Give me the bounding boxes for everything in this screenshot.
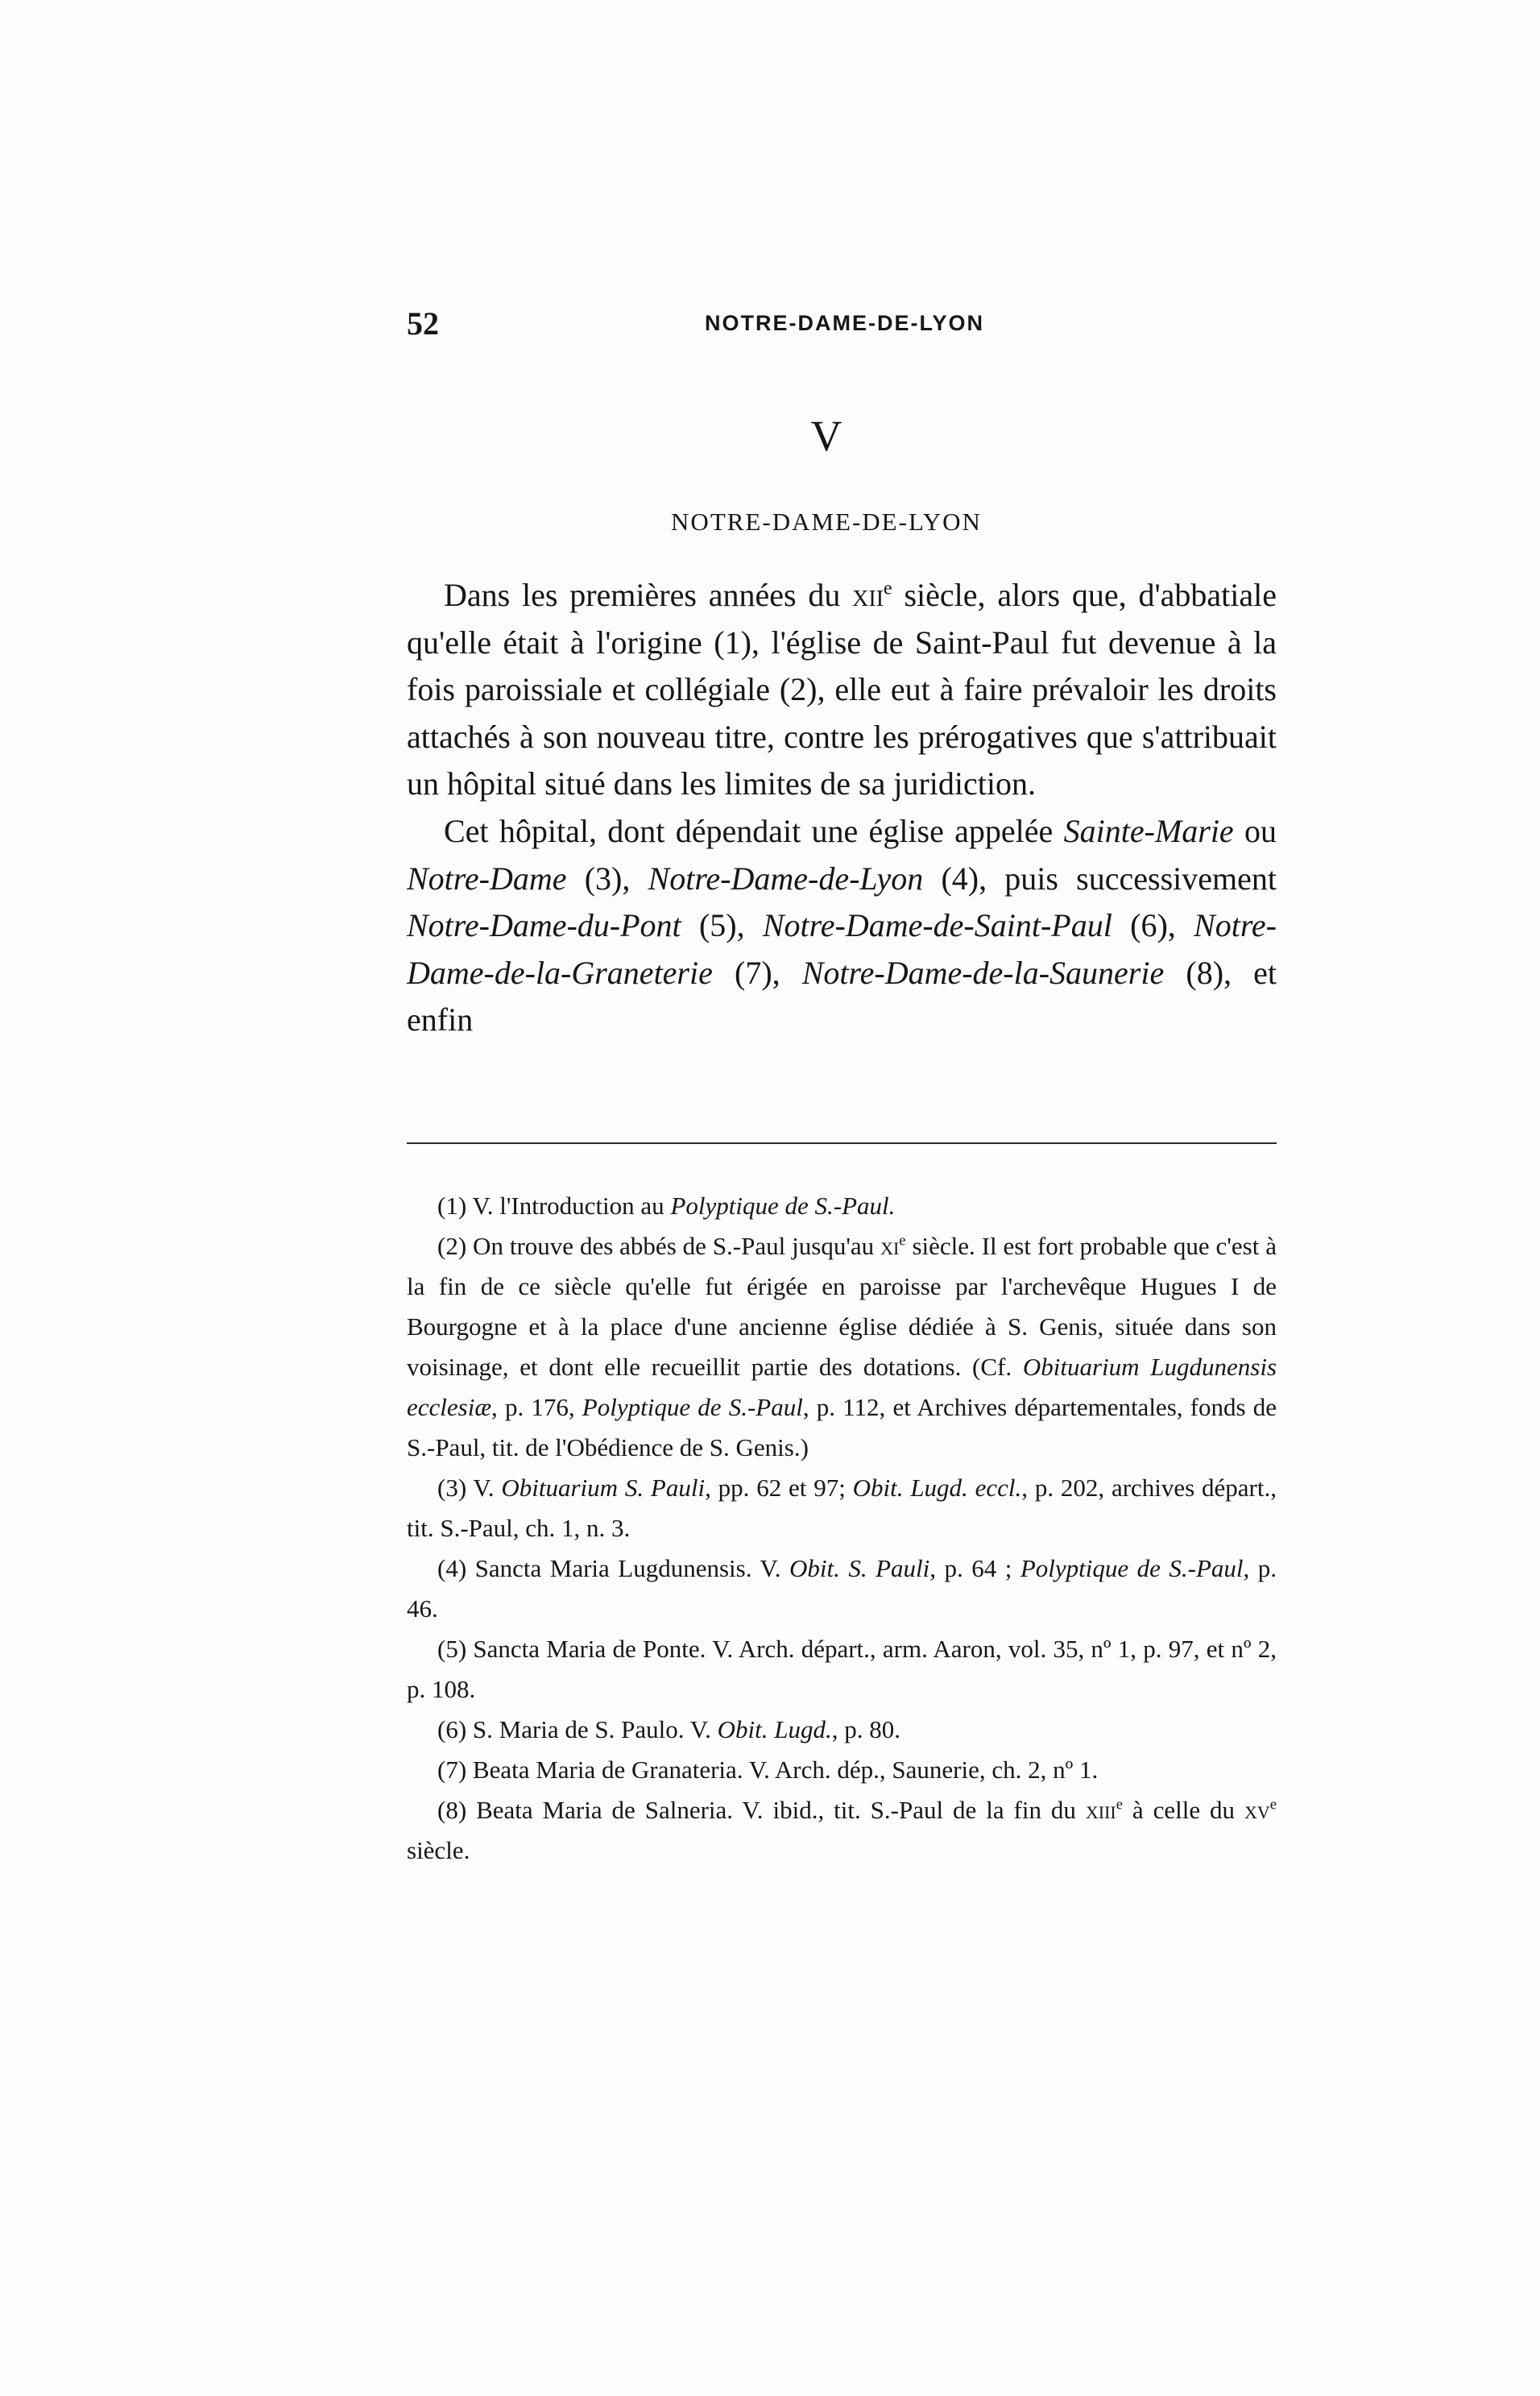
paragraph-1 <box>407 572 1277 808</box>
footnote-3-italic-2: Obit. Lugd. eccl. <box>852 1474 1022 1502</box>
name-notre-dame-de-la-graneterie: Notre-Dame-de-la-Graneterie <box>407 907 1277 991</box>
footnote-4-text-c: , p. 46. <box>407 1554 1277 1623</box>
footnote-3-text-c: , p. 202, archives départ., tit. S.-Paul, ch. 1, n. 3. <box>407 1474 1277 1542</box>
footnote-4-text-a: (4) Sancta Maria Lugdunensis. V. <box>437 1554 790 1582</box>
running-title: NOTRE-DAME-DE-LYON <box>705 311 985 335</box>
footnote-5 <box>407 1629 1277 1710</box>
name-notre-dame-de-lyon: Notre-Dame-de-Lyon <box>648 860 924 897</box>
name-sainte-marie: Sainte-Marie <box>1063 812 1234 849</box>
footnote-4-text-b: , p. 64 ; <box>929 1554 1020 1582</box>
footnote-8 <box>407 1790 1277 1871</box>
footnote-2-century-sup: e <box>899 1232 906 1250</box>
footnote-2-italic-1: Obituarium Lugdunensis ecclesiæ <box>407 1353 1277 1421</box>
paragraph-2-text-a: Cet hôpital, dont dépendait une église appelée <box>444 812 1064 849</box>
paragraph-2-text-e: (5), <box>681 907 763 944</box>
paragraph-2-text-g: (7), <box>712 954 802 991</box>
body-text <box>407 572 1277 1044</box>
footnote-4 <box>407 1548 1277 1629</box>
footnote-4-italic-2: Polyptique de S.-Paul <box>1020 1554 1244 1582</box>
footnote-7-text-a: (7) Beata Maria de Granateria. V. Arch. dép., Saunerie, ch. 2, nº 1. <box>437 1756 1099 1784</box>
footnote-8-century-2-sup: e <box>1269 1796 1277 1814</box>
footnote-1 <box>407 1186 1277 1226</box>
footnote-6 <box>407 1710 1277 1750</box>
chapter-title: NOTRE-DAME-DE-LYON <box>671 508 982 536</box>
paragraph-1-text-a: Dans les premières années du <box>444 577 853 613</box>
footnote-8-century-2: xv <box>1244 1796 1270 1824</box>
footnote-3-text-a: (3) V. <box>437 1474 502 1502</box>
footnote-rule <box>407 1142 1277 1144</box>
footnotes <box>407 1186 1277 1871</box>
footnote-2-text-c: , p. 176, <box>491 1393 582 1421</box>
paragraph-2-text-b: ou <box>1233 812 1277 849</box>
paragraph-2-text-h: (8), et enfin <box>407 954 1277 1038</box>
footnote-2-text-d: , p. 112, et Archives départementales, fonds de S.-Paul, tit. de l'Obédience de S. Genis.) <box>407 1393 1277 1461</box>
footnote-2-text-b: siècle. Il est fort probable que c'est à la fin de ce siècle qu'elle fut érigée en paroisse par l'archevêque Hugues I de Bourgogne et à la place d'une ancienne église dédiée à S. Genis, située dans son voisinage, et dont elle recueillit partie des dotations. (Cf. <box>407 1232 1277 1381</box>
footnote-8-text-c: siècle. <box>407 1836 470 1864</box>
paragraph-2-text-c: (3), <box>566 860 648 897</box>
footnote-8-text-a: (8) Beata Maria de Salneria. V. ibid., tit. S.-Paul de la fin du <box>437 1796 1086 1824</box>
footnote-7 <box>407 1750 1277 1790</box>
name-notre-dame-de-saint-paul: Notre-Dame-de-Saint-Paul <box>762 907 1112 944</box>
page-number: 52 <box>407 305 439 342</box>
footnote-2-text-a: (2) On trouve des abbés de S.-Paul jusqu'au <box>437 1232 881 1260</box>
chapter-number: V <box>810 412 842 460</box>
footnote-5-text-a: (5) Sancta Maria de Ponte. V. Arch. départ., arm. Aaron, vol. 35, nº 1, p. 97, et nº 2, p. 108. <box>407 1635 1277 1703</box>
name-notre-dame-de-la-saunerie: Notre-Dame-de-la-Saunerie <box>801 954 1165 991</box>
paragraph-2 <box>407 808 1277 1044</box>
footnote-3-text-b: , pp. 62 et 97; <box>705 1474 853 1502</box>
footnote-6-italic: Obit. Lugd. <box>717 1715 832 1743</box>
footnote-2-italic-2: Polyptique de S.-Paul <box>582 1393 803 1421</box>
footnote-8-text-b: à celle du <box>1122 1796 1244 1824</box>
paragraph-2-text-f: (6), <box>1112 907 1194 944</box>
footnote-2-century: xi <box>880 1232 900 1260</box>
name-notre-dame-du-pont: Notre-Dame-du-Pont <box>407 907 681 944</box>
name-notre-dame: Notre-Dame <box>407 860 567 897</box>
footnote-3-italic-1: Obituarium S. Pauli <box>501 1474 706 1502</box>
footnote-6-text-b: , p. 80. <box>831 1715 900 1743</box>
century-numeral: xii <box>852 577 884 613</box>
footnote-8-century-1: xiii <box>1085 1796 1116 1824</box>
running-head <box>407 305 1277 353</box>
paragraph-1-text-b: siècle, alors que, d'abbatiale qu'elle était à l'origine (1), l'église de Saint-Paul fut devenue à la fois paroissiale et collégiale (2), elle eut à faire prévaloir les droits attachés à son nouveau titre, contre les prérogatives que s'attribuait un hôpital situé dans les limites de sa juridiction. <box>407 577 1277 802</box>
paragraph-2-text-d: (4), puis successivement <box>923 860 1277 897</box>
century-superscript: e <box>884 578 892 599</box>
footnote-8-century-1-sup: e <box>1116 1796 1123 1814</box>
footnote-1-italic: Polyptique de S.-Paul. <box>670 1192 896 1220</box>
footnote-4-italic-1: Obit. S. Pauli <box>789 1554 930 1582</box>
footnote-3 <box>407 1468 1277 1548</box>
footnote-6-text-a: (6) S. Maria de S. Paulo. V. <box>437 1715 718 1743</box>
footnote-2 <box>407 1226 1277 1468</box>
footnote-1-text-a: (1) V. l'Introduction au <box>437 1192 671 1220</box>
